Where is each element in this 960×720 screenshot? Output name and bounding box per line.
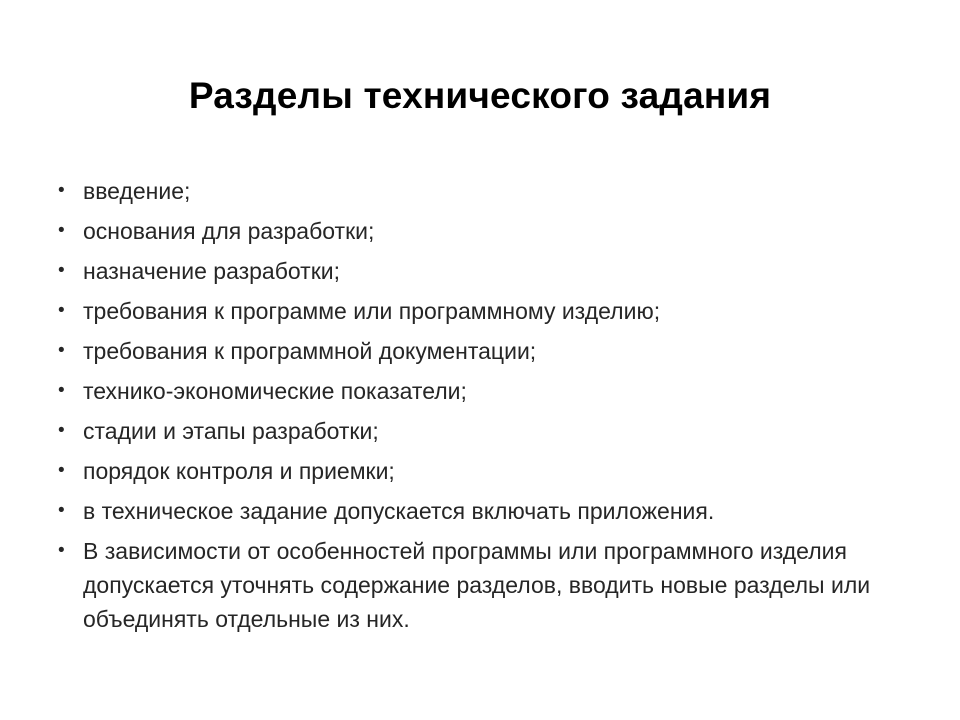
list-item	[58, 534, 878, 636]
list-item	[58, 294, 878, 328]
list-item-text: требования к программной документации;	[83, 338, 537, 364]
list-item-text: В зависимости от особенностей программы или программного изделия допускается уточнять содержание разделов, вводить новые разделы или объединять отдельные из них.	[83, 538, 871, 632]
bullet-icon: •	[58, 180, 65, 201]
bullet-list	[58, 174, 878, 642]
list-item-text: технико-экономические показатели;	[83, 378, 467, 404]
list-item	[58, 414, 878, 448]
bullet-icon: •	[58, 340, 65, 361]
list-item	[58, 214, 878, 248]
bullet-icon: •	[58, 300, 65, 321]
list-item-text: порядок контроля и приемки;	[83, 458, 395, 484]
list-item-text: стадии и этапы разработки;	[83, 418, 379, 444]
bullet-icon: •	[58, 420, 65, 441]
list-item-text: в техническое задание допускается включать приложения.	[83, 498, 715, 524]
bullet-icon: •	[58, 260, 65, 281]
bullet-icon: •	[58, 380, 65, 401]
slide-title: Разделы технического задания	[188, 75, 772, 116]
list-item	[58, 494, 878, 528]
bullet-icon: •	[58, 500, 65, 521]
list-item-text: назначение разработки;	[83, 258, 341, 284]
list-item	[58, 454, 878, 488]
list-item	[58, 174, 878, 208]
list-item	[58, 334, 878, 368]
list-item-text: требования к программе или программному изделию;	[83, 298, 661, 324]
list-item-text: введение;	[83, 178, 191, 204]
list-item	[58, 254, 878, 288]
bullet-icon: •	[58, 460, 65, 481]
bullet-icon: •	[58, 540, 65, 561]
bullet-icon: •	[58, 220, 65, 241]
list-item-text: основания для разработки;	[83, 218, 375, 244]
list-item	[58, 374, 878, 408]
